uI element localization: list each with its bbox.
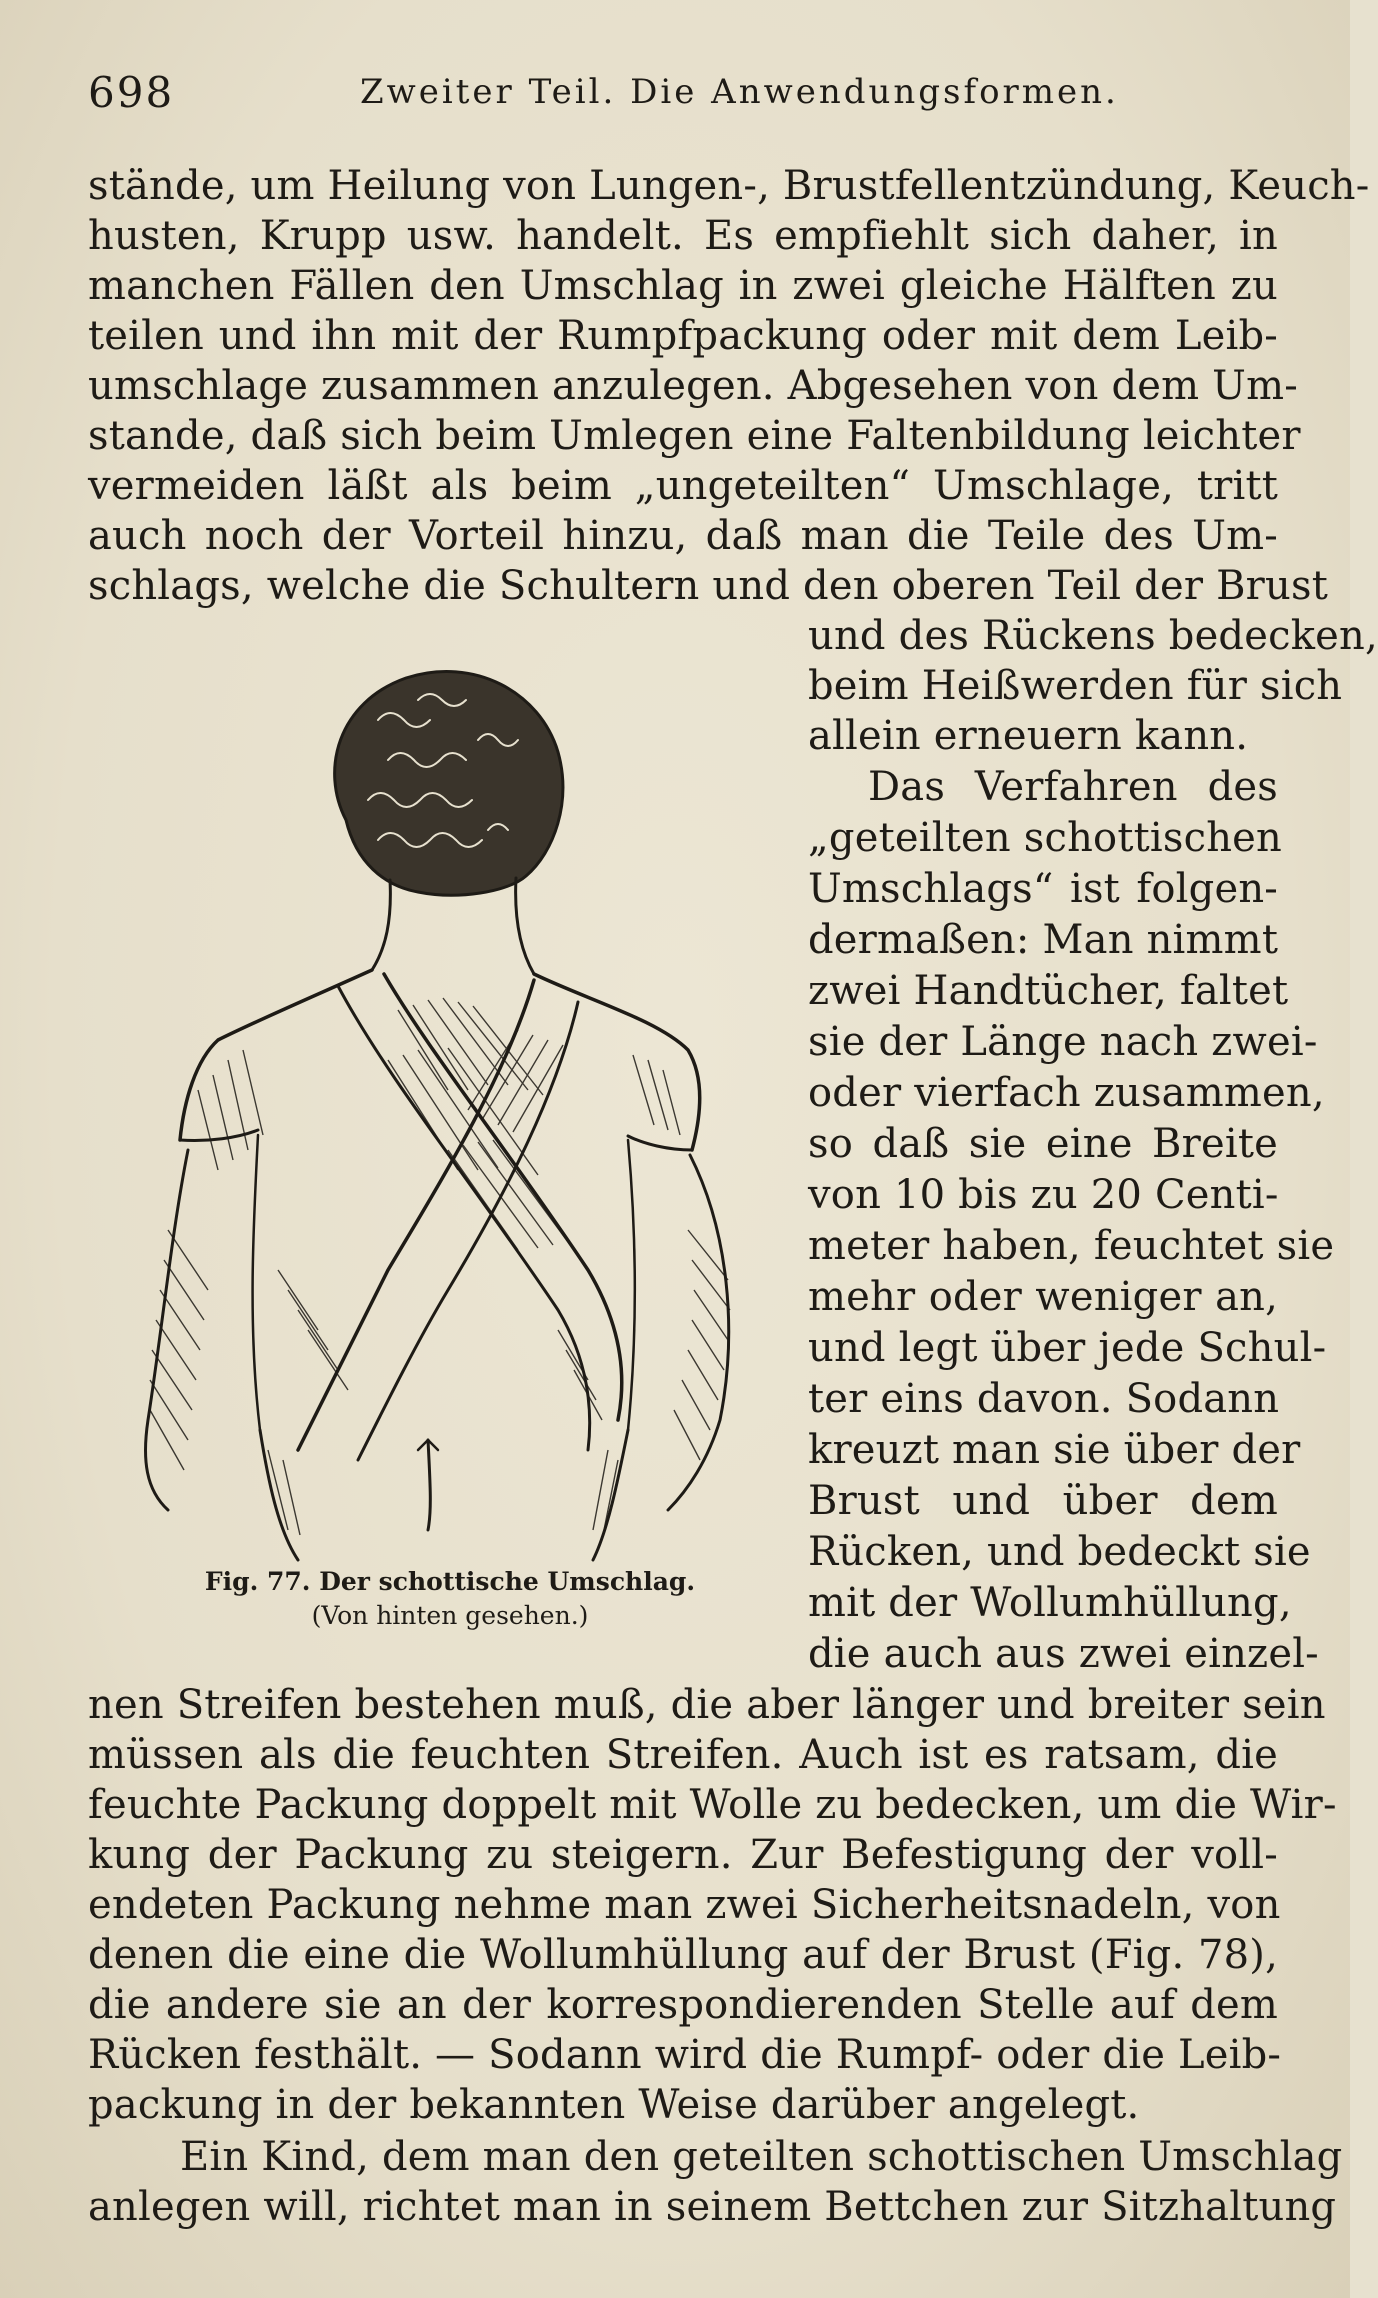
- text-line: packung in der bekannten Weise darüber angelegt.: [88, 2082, 1140, 2128]
- text-line: sie der Länge nach zwei-: [808, 1019, 1318, 1065]
- text-line: „geteilten schottischen: [808, 815, 1282, 861]
- text-line: schlags, welche die Schultern und den oberen Teil der Brust: [88, 563, 1328, 609]
- figure-77-illustration: [88, 630, 788, 1560]
- running-title: Zweiter Teil. Die Anwendungsformen.: [360, 72, 1119, 112]
- text-line: kreuzt man sie über der: [808, 1427, 1301, 1473]
- text-line: dermaßen: Man nimmt: [808, 917, 1279, 963]
- text-line: teilen und ihn mit der Rumpfpackung oder mit dem Leib-: [88, 313, 1278, 359]
- text-line: ter eins davon. Sodann: [808, 1376, 1280, 1422]
- text-line: und legt über jede Schul-: [808, 1325, 1327, 1371]
- text-line: manchen Fällen den Umschlag in zwei gleiche Hälften zu: [88, 263, 1278, 309]
- running-head: [88, 68, 1278, 128]
- text-line: mit der Wollumhüllung,: [808, 1580, 1292, 1626]
- figure-caption-title: Fig. 77. Der schottische Umschlag.: [204, 1567, 696, 1596]
- text-line: so daß sie eine Breite: [808, 1121, 1278, 1167]
- text-line: umschlage zusammen anzulegen. Abgesehen von dem Um-: [88, 363, 1298, 409]
- text-line: beim Heißwerden für sich: [808, 663, 1343, 709]
- text-line: Das Verfahren des: [868, 764, 1278, 810]
- text-line: mehr oder weniger an,: [808, 1274, 1278, 1320]
- text-line: Ein Kind, dem man den geteilten schottischen Umschlag: [180, 2134, 1343, 2180]
- text-line: anlegen will, richtet man in seinem Bettchen zur Sitzhaltung: [88, 2184, 1337, 2230]
- text-line: endeten Packung nehme man zwei Sicherheitsnadeln, von: [88, 1882, 1281, 1928]
- text-line: Rücken festhält. — Sodann wird die Rumpf- oder die Leib-: [88, 2032, 1282, 2078]
- text-line: Umschlags“ ist folgen-: [808, 866, 1278, 912]
- text-line: die auch aus zwei einzel-: [808, 1631, 1319, 1677]
- figure-caption-subtitle: (Von hinten gesehen.): [311, 1601, 589, 1630]
- text-line: auch noch der Vorteil hinzu, daß man die Teile des Um-: [88, 513, 1278, 559]
- text-line: oder vierfach zusammen,: [808, 1070, 1325, 1116]
- figure-caption: [110, 1565, 790, 1633]
- text-line: feuchte Packung doppelt mit Wolle zu bedecken, um die Wir-: [88, 1782, 1337, 1828]
- text-line: denen die eine die Wollumhüllung auf der Brust (Fig. 78),: [88, 1932, 1278, 1978]
- text-line: Brust und über dem: [808, 1478, 1278, 1524]
- text-line: allein erneuern kann.: [808, 713, 1249, 759]
- text-line: husten, Krupp usw. handelt. Es empfiehlt sich daher, in: [88, 213, 1278, 259]
- text-line: stande, daß sich beim Umlegen eine Faltenbildung leichter: [88, 413, 1301, 459]
- text-line: und des Rückens bedecken,: [808, 613, 1378, 659]
- text-line: kung der Packung zu steigern. Zur Befestigung der voll-: [88, 1832, 1278, 1878]
- text-line: meter haben, feuchtet sie: [808, 1223, 1335, 1269]
- text-line: vermeiden läßt als beim „ungeteilten“ Umschlage, tritt: [88, 463, 1278, 509]
- text-line: nen Streifen bestehen muß, die aber länger und breiter sein: [88, 1682, 1326, 1728]
- text-line: stände, um Heilung von Lungen-, Brustfellentzündung, Keuch-: [88, 163, 1370, 209]
- text-line: müssen als die feuchten Streifen. Auch ist es ratsam, die: [88, 1732, 1278, 1778]
- text-line: von 10 bis zu 20 Centi-: [808, 1172, 1279, 1218]
- text-line: Rücken, und bedeckt sie: [808, 1529, 1311, 1575]
- page-number: 698: [88, 68, 175, 117]
- text-line: die andere sie an der korrespondierenden Stelle auf dem: [88, 1982, 1278, 2028]
- text-line: zwei Handtücher, faltet: [808, 968, 1289, 1014]
